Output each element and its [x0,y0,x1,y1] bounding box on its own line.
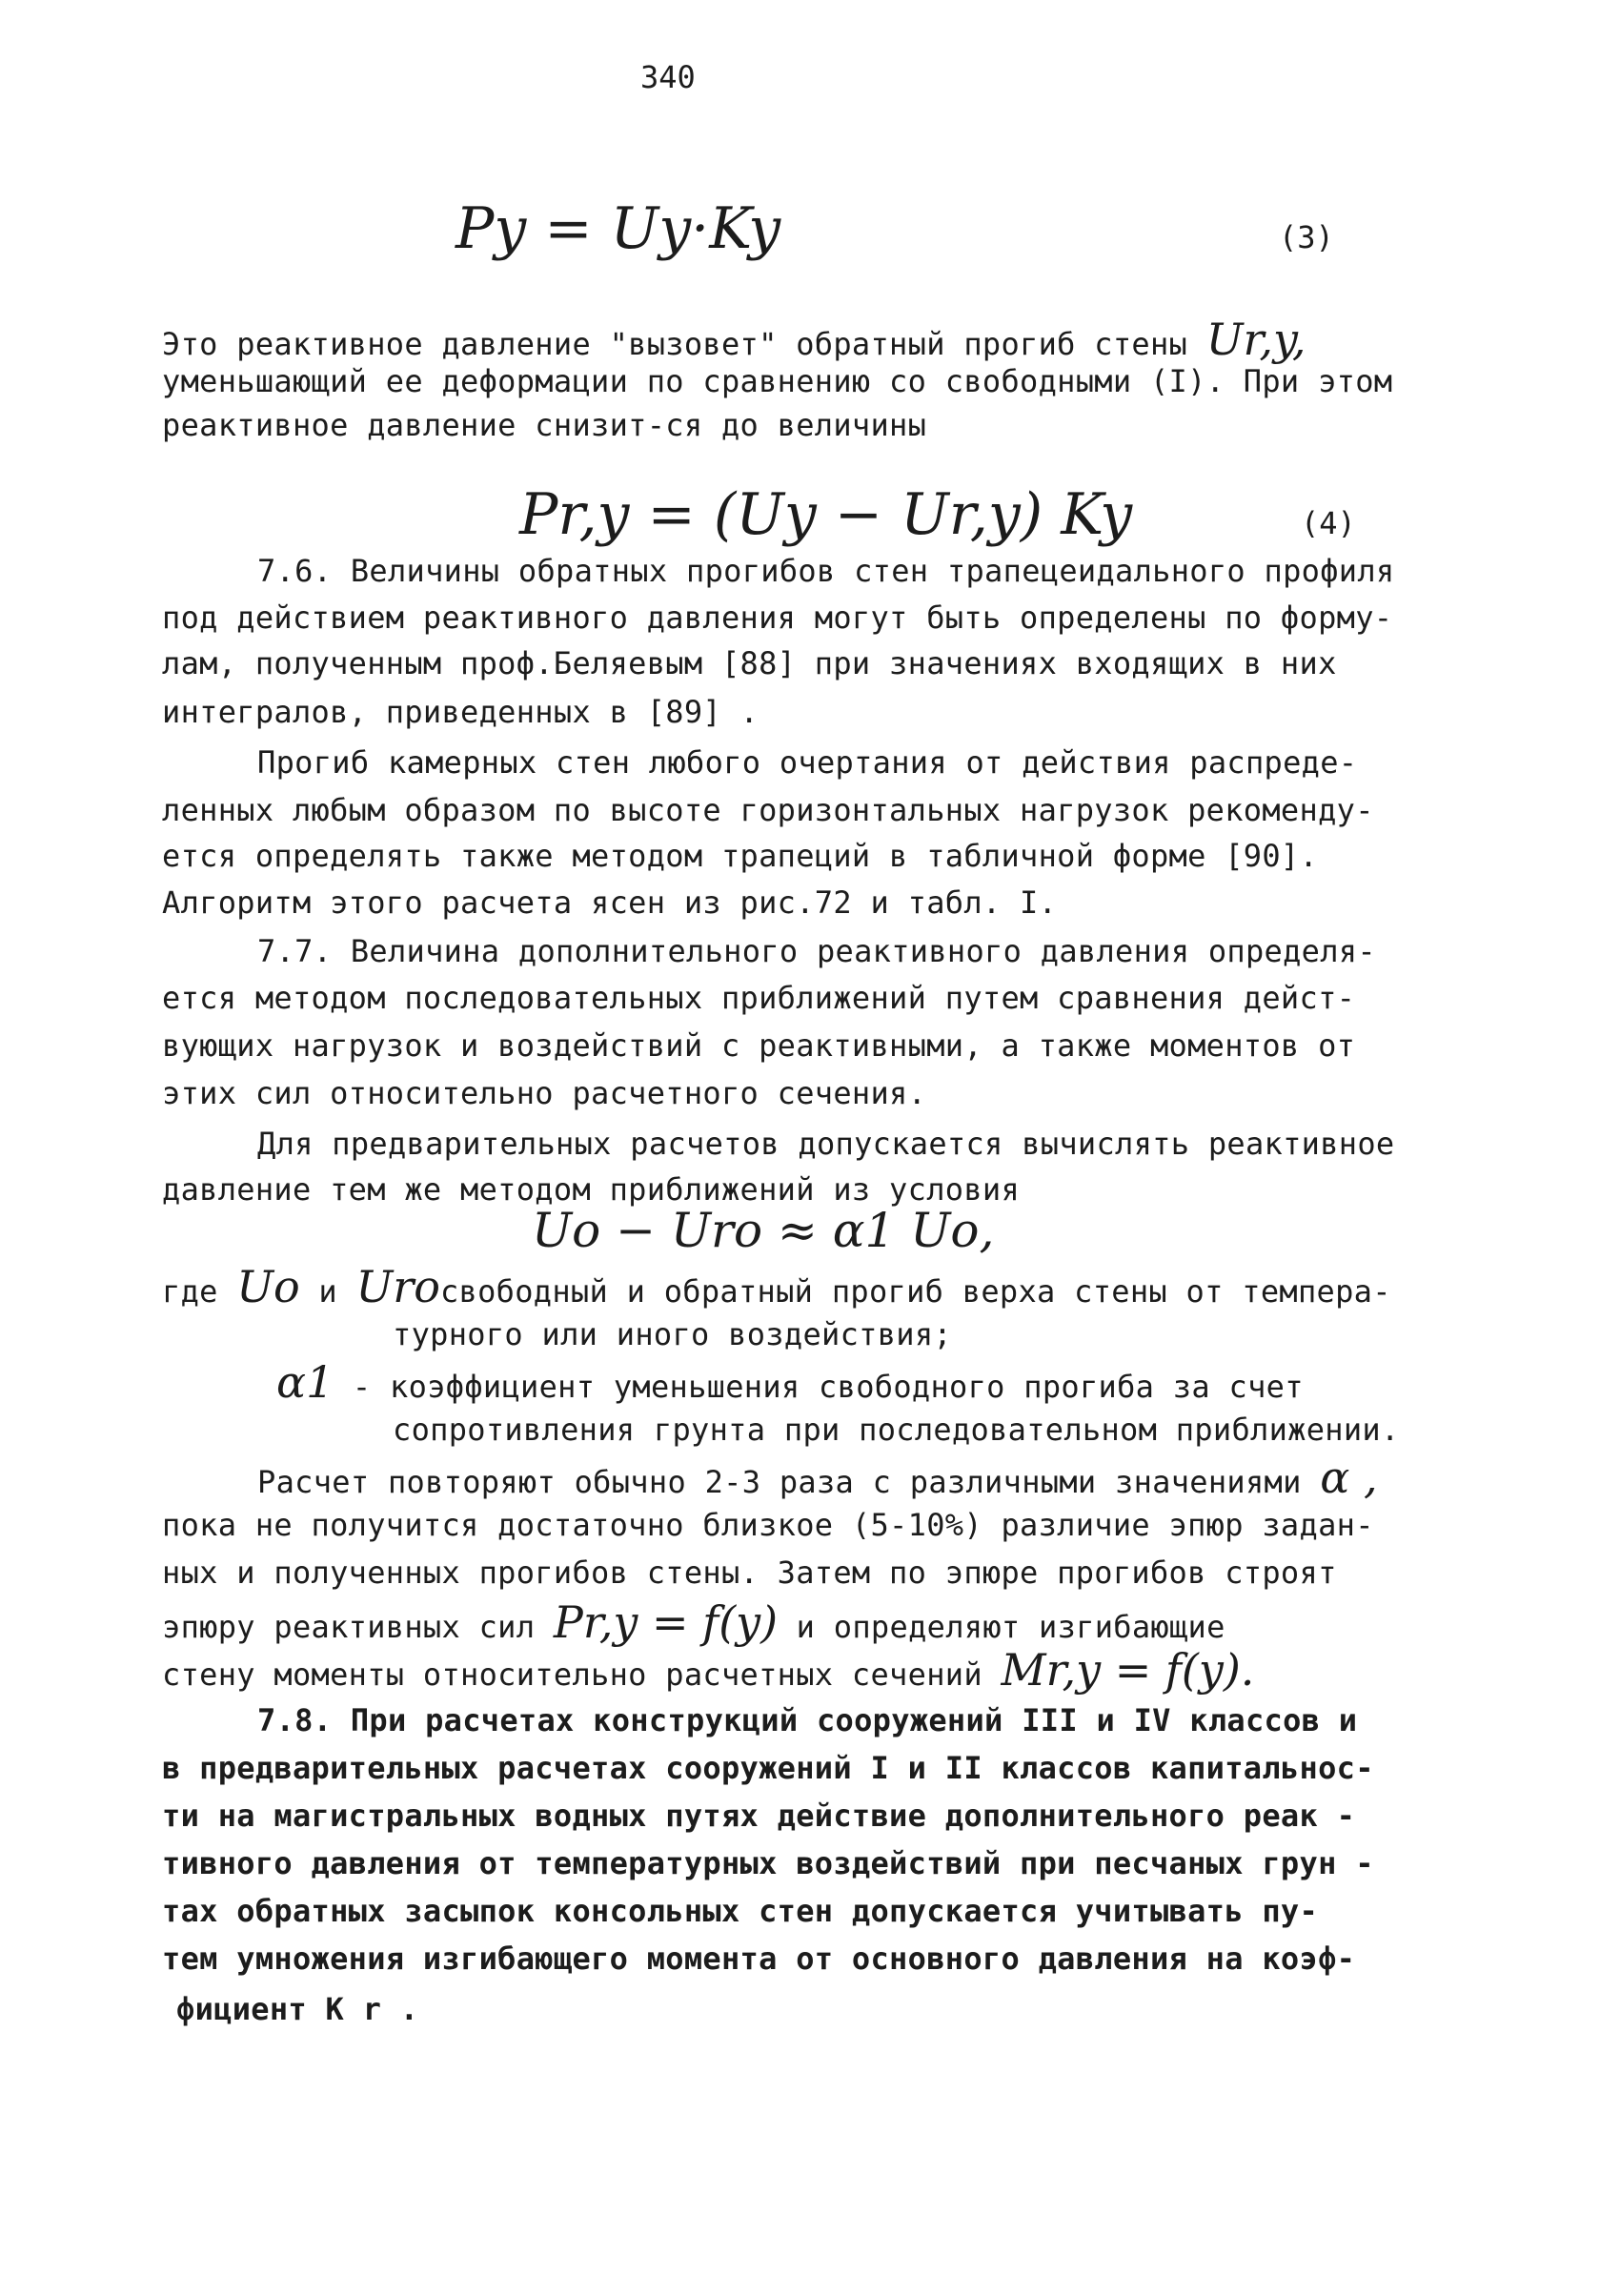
para-78-line-1: 7.8. При расчетах конструкций сооружений III и IV классов и [257,1702,1358,1738]
formula-5: Uo − Uro ≈ α1 Uo, [532,1203,995,1258]
handwritten-symbol: Ur,y, [1205,314,1306,365]
para-a-line-2: уменьшающий ее деформации по сравнению со свободными (I). При этом [162,363,1393,399]
para-77-line-3: вующих нагрузок и воздействий с реактивными, а также моментов от [162,1027,1356,1064]
para-d-line-2: пока не получится достаточно близкое (5-10%) различие эпюр задан- [162,1507,1374,1543]
para-c-line-2: давление тем же методом приближений из условия [162,1171,1021,1208]
para-77-line-4: этих сил относительно расчетного сечения. [162,1075,927,1111]
para-d-line-1: Расчет повторяют обычно 2-3 раза с различными значениями α , [257,1452,1378,1503]
para-76-line-4: интегралов, приведенных в [89] . [162,694,759,730]
where-line-2: турного или иного воздействия; [393,1316,952,1352]
para-d-line-4: эпюру реактивных сил Pr,y = f(y) и определяют изгибающие [162,1596,1225,1648]
para-76-line-1: 7.6. Величины обратных прогибов стен трапецеидального профиля [257,553,1395,589]
para-d-line-3: ных и полученных прогибов стены. Затем по эпюре прогибов строят [162,1554,1337,1591]
para-d-line-5: стену моменты относительно расчетных сечений Mr,y = f(y). [162,1644,1255,1696]
handwritten-symbol: α1 [276,1356,334,1408]
where-line-4: сопротивления грунта при последовательном приближении. [393,1412,1400,1448]
handwritten-formula: Mr,y = f(y). [1001,1644,1255,1696]
para-78-line-6: тем умножения изгибающего момента от основного давления на коэф- [162,1940,1356,1977]
para-77-line-1: 7.7. Величина дополнительного реактивного давления определя- [257,933,1376,969]
para-78-line-4: тивного давления от температурных воздействий при песчаных грун - [162,1845,1374,1881]
formula-4: Pr,y = (Uy − Ur,y) Ky [519,481,1133,548]
para-77-line-2: ется методом последовательных приближений путем сравнения дейст- [162,980,1356,1016]
handwritten-formula: Pr,y = f(y) [553,1596,779,1648]
para-78-line-5: тах обратных засыпок консольных стен допускается учитывать пу- [162,1893,1319,1929]
para-c-line-1: Для предварительных расчетов допускается вычислять реактивное [257,1126,1395,1162]
handwritten-symbol: α , [1320,1452,1378,1503]
formula-3: Py = Uy·Ky [456,195,781,262]
para-b-line-1: Прогиб камерных стен любого очертания от действия распреде- [257,744,1358,781]
para-b-line-2: ленных любым образом по высоте горизонтальных нагрузок рекоменду- [162,792,1374,828]
para-b-line-3: ется определять также методом трапеций в табличной форме [90]. [162,838,1319,874]
para-b-line-4: Алгоритм этого расчета ясен из рис.72 и табл. I. [162,884,1058,921]
para-a-line-3: реактивное давление снизит-ся до величины [162,407,927,443]
page-number: 340 [640,59,696,95]
para-78-line-2: в предварительных расчетах сооружений I и II классов капитальнос- [162,1750,1374,1786]
formula-3-number: (3) [1279,219,1334,255]
handwritten-symbol: Uro [355,1261,440,1312]
para-76-line-2: под действием реактивного давления могут быть определены по форму- [162,599,1393,636]
para-78-line-3: ти на магистральных водных путях действие дополнительного реак - [162,1798,1356,1834]
para-78-line-7: фициент К r . [176,1991,419,2027]
formula-4-number: (4) [1301,505,1356,541]
handwritten-symbol: Uo [236,1261,300,1312]
where-line-3: α1 - коэффициент уменьшения свободного прогиба за счет [276,1356,1304,1408]
para-76-line-3: лам, полученным проф.Беляевым [88] при значениях входящих в них [162,645,1337,681]
para-a-line-1: Это реактивное давление "вызовет" обратный прогиб стены Ur,y, [162,314,1306,365]
where-line-1: где Uo и Uroсвободный и обратный прогиб верха стены от темпера- [162,1261,1391,1312]
